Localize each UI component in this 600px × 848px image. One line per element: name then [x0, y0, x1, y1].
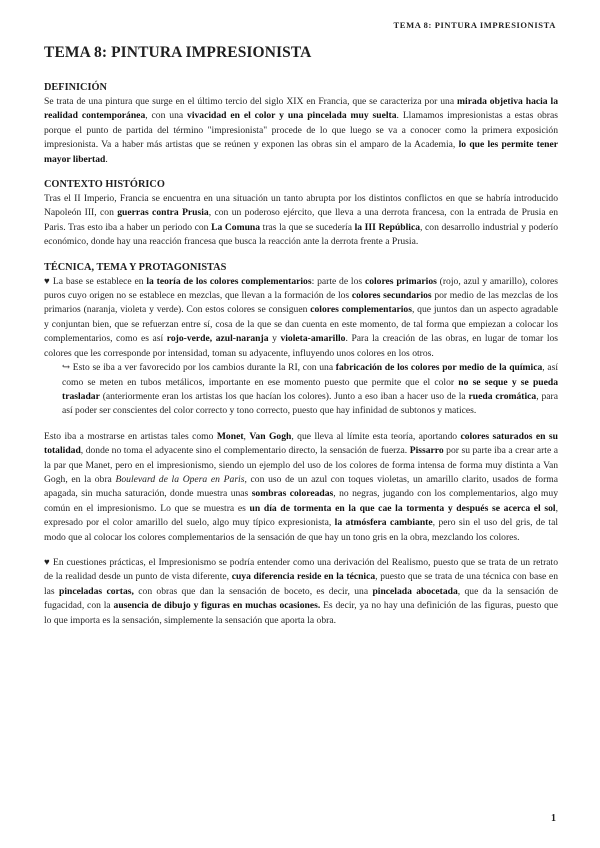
text-run: Es decir, ya no hay una definición de las figuras, puesto que lo que importa es la sensación, simplemente la sensación que aporta la obra.: [44, 600, 558, 626]
bold-run: rueda cromática: [468, 390, 537, 402]
text-run: , donde no toma el adyacente sino el complementario directo, la sensación de fuerza.: [80, 445, 410, 457]
bold-run: violeta-amarillo: [280, 333, 346, 345]
italic-run: Boulevard de la Opera en Paris: [115, 473, 245, 485]
bold-run: la III República: [354, 221, 421, 233]
bold-run: Van Gogh: [249, 430, 292, 442]
paragraph-tecnica-1: [44, 275, 558, 361]
text-run: , puesto que se trata de una técnica con base en las: [44, 571, 558, 597]
text-run: .: [105, 153, 108, 165]
section-definicion: [44, 82, 558, 167]
spacer: [44, 419, 558, 430]
text-run: Tras el II Imperio, Francia se encuentra en una situación un tanto abrupta por los distintos conflictos en que se habría introducido Napoleón III, con: [44, 193, 558, 219]
paragraph-tecnica-2: [62, 361, 558, 419]
text-run: (rojo, azul y amarillo), colores puros cuyo origen no se establece en mezclas, que llevan a la formación de los: [44, 275, 559, 302]
bold-run: vivacidad en el color y una pincelada muy suelta: [187, 110, 397, 122]
bold-run: no se seque y se pueda trasladar: [62, 376, 559, 402]
section-tecnica: [44, 262, 558, 628]
text-run: , que lleva al límite esta teoría, aportando: [291, 430, 461, 442]
text-run: . Para la creación de las obras, en lugar de tomar los colores que les corresponde por intensidad, toman su adyacente, influyendo unos colores en los otros.: [44, 333, 559, 359]
bold-run: mirada objetiva hacia la realidad contemporánea: [44, 96, 558, 122]
text-run: : parte de los: [311, 275, 365, 287]
paragraph-definicion: [44, 95, 558, 167]
section-heading-contexto: CONTEXTO HISTÓRICO: [44, 179, 165, 191]
bold-run: Pissarro: [409, 445, 444, 457]
bold-run: ausencia de dibujo y figuras en muchas ocasiones.: [113, 600, 321, 612]
bold-run: colores secundarios: [351, 290, 432, 302]
text-run: Esto iba a mostrarse en artistas tales como: [44, 430, 217, 442]
bold-run: guerras contra Prusia: [117, 207, 209, 219]
text-run: , que da la sensación de fugacidad, con la: [44, 585, 558, 612]
arrow-bullet-icon: ↪: [62, 362, 71, 374]
text-run: , expresado por el color amarillo del suelo, algo muy típico expresionista,: [44, 502, 559, 529]
bold-run: La Comuna: [211, 221, 261, 233]
bold-run: colores saturados en su totalidad: [44, 430, 558, 457]
section-contexto: [44, 179, 558, 250]
text-run: , con uso de un azul con toques violetas, un amarillo clarito, usados de forma apagada, sin mucha saturación, donde muestra unas: [44, 473, 558, 500]
text-run: , con un poderoso ejército, que lleva a una derrota francesa, con la entrada de Prusia en Paris. Tras esto iba a haber un periodo con: [44, 207, 559, 233]
bold-run: la atmósfera cambiante: [334, 517, 433, 529]
text-run: Se trata de una pintura que surge en el último tercio del siglo XIX en Francia, que se caracteriza por una: [44, 96, 458, 107]
paragraph-contexto: [44, 192, 558, 250]
text-run: Esto se iba a ver favorecido por los cambios durante la RI, con una: [70, 362, 336, 374]
text-run: , con una: [145, 110, 188, 122]
text-run: La base se establece en: [50, 275, 147, 287]
bold-run: cuya diferencia reside en la técnica: [231, 571, 376, 583]
bold-run: pincelada abocetada: [372, 585, 458, 597]
heart-bullet-icon: ♥: [44, 556, 51, 568]
section-heading-tecnica: TÉCNICA, TEMA Y PROTAGONISTAS: [44, 261, 227, 273]
section-heading-definicion: DEFINICIÓN: [44, 82, 107, 93]
bold-run: fabricación de los colores por medio de la química: [335, 362, 543, 374]
text-run: y: [268, 333, 281, 345]
text-run: , pero sin el uso del gris, de tal modo que al colocar los colores complementarios de la sensación de que hay un tono gris en la obra, mezclando los colores.: [44, 517, 558, 543]
text-run: por su parte iba a crear arte a la par que Manet, pero en el impresionismo, siendo un ejemplo del uso de los colores de forma intensa de forma muy distinta a Van Gogh, en la obra: [44, 445, 558, 485]
text-run: En cuestiones prácticas, el Impresionismo se podría entender como una derivación del Realismo, puesto que se trata de un retrato de la realidad desde un punto de vista diferente,: [44, 556, 558, 583]
bold-run: Monet: [216, 430, 244, 442]
text-run: con obras que dan la sensación de boceto, es decir, una: [133, 585, 373, 597]
paragraph-tecnica-3: [44, 430, 558, 545]
bold-run: un día de tormenta en la que cae la tormenta y después se acerca el sol: [249, 502, 556, 514]
bold-run: pinceladas cortas,: [58, 585, 134, 597]
bold-run: la teoría de los colores complementarios: [146, 275, 312, 287]
text-run: , que juntos dan un aspecto agradable y conjuntan bien, que se refuerzan entre sí, cosa de la que se dan cuenta en este momento, de tal forma que empiezan a colocar los complementarios, como es así: [44, 304, 558, 345]
text-run: ,: [243, 430, 250, 442]
bold-run: colores primarios: [364, 275, 437, 287]
page-number: 1: [551, 813, 556, 824]
document-body: [44, 44, 558, 640]
bold-run: sombras coloreadas: [251, 488, 334, 500]
heart-bullet-icon: ♥: [44, 275, 51, 287]
text-run: por medio de las mezclas de los primarios (naranja, violeta y verde). Con estos colores se consiguen: [44, 290, 558, 316]
text-run: tras la que se sucedería: [260, 221, 355, 233]
bold-run: colores complementarios: [310, 304, 412, 316]
text-run: , para así poder ser conscientes del color correcto y tono correcto, puesto que hay infinidad de subtonos y matices.: [62, 390, 558, 417]
text-run: , así como se meten en tubos metálicos, importante en ese momento puesto que permite que el color: [62, 362, 558, 388]
text-run: , con desarrollo industrial y poderío económico, donde hay una reacción francesa que busca la reacción ante la derrota frente a Prusia.: [44, 221, 559, 248]
text-run: (anteriormente eran los artistas los que hacían los colores). Junto a eso iban a hacer uso de la: [99, 390, 469, 402]
text-run: . Llamamos impresionistas a estas obras porque el punto de partida del término "impresionista" procede de lo que luego se va a conocer como la primera exposición impresionista. Va a haber más artistas que se reúnen y exponen las obras sin el amparo de la Academia,: [44, 110, 558, 151]
text-run: , no negras, jugando con los complementarios, algo muy común en el impresionismo. Lo que se muestra es: [44, 488, 558, 514]
document-title: TEMA 8: PINTURA IMPRESIONISTA: [44, 44, 312, 61]
bold-run: rojo-verde, azul-naranja: [166, 333, 269, 345]
spacer: [44, 545, 558, 556]
running-header: TEMA 8: PINTURA IMPRESIONISTA: [393, 20, 556, 30]
paragraph-tecnica-4: [44, 556, 558, 628]
bold-run: lo que les permite tener mayor libertad: [44, 139, 558, 165]
